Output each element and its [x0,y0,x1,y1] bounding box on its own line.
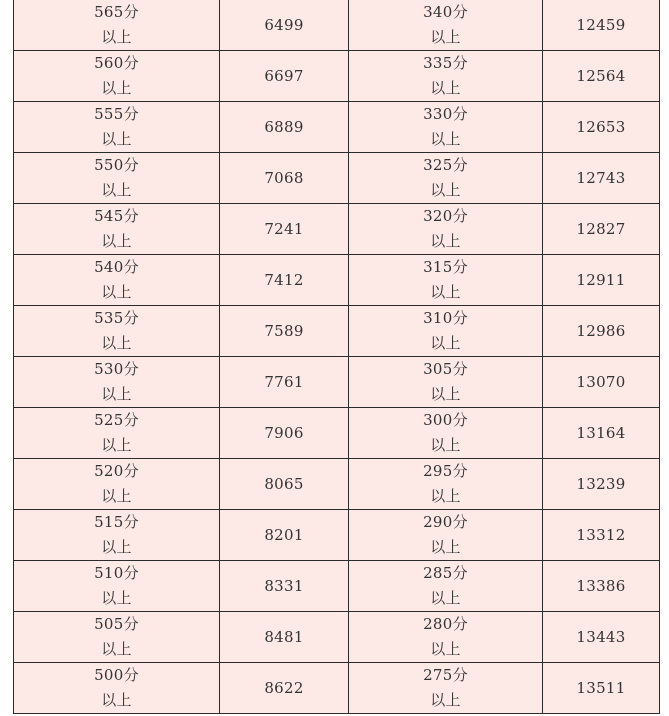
score-suffix: 以上 [101,232,132,250]
score-value: 280分 [423,615,468,633]
table-row [14,255,660,306]
table-row [14,102,660,153]
count-cell-left: 7241 [220,204,349,255]
score-cell-left [14,204,220,255]
count-cell-left: 7761 [220,357,349,408]
score-suffix: 以上 [430,589,461,607]
score-value: 510分 [94,564,139,582]
score-cell-right [349,255,543,306]
score-table-container [13,0,659,714]
score-value: 515分 [94,513,139,531]
count-cell-right: 13239 [543,459,660,510]
score-cell-left [14,51,220,102]
count-cell-left: 7906 [220,408,349,459]
score-value: 295分 [423,462,468,480]
table-row [14,408,660,459]
score-cell-left [14,663,220,714]
score-suffix: 以上 [101,130,132,148]
count-cell-right: 12564 [543,51,660,102]
score-suffix: 以上 [101,181,132,199]
score-suffix: 以上 [101,385,132,403]
table-row [14,306,660,357]
score-cell-right [349,459,543,510]
score-suffix: 以上 [101,334,132,352]
count-cell-left: 7068 [220,153,349,204]
score-cell-right [349,663,543,714]
score-cell-right [349,510,543,561]
count-cell-left: 8481 [220,612,349,663]
count-cell-right: 12986 [543,306,660,357]
score-cell-left [14,306,220,357]
table-row [14,153,660,204]
score-suffix: 以上 [101,436,132,454]
score-cell-left [14,561,220,612]
score-suffix: 以上 [101,691,132,709]
count-cell-right: 12911 [543,255,660,306]
count-cell-right: 12827 [543,204,660,255]
score-value: 285分 [423,564,468,582]
score-cell-left [14,153,220,204]
table-row [14,510,660,561]
count-cell-right: 12459 [543,0,660,51]
score-cell-right [349,612,543,663]
score-value: 335分 [423,54,468,72]
count-cell-left: 8065 [220,459,349,510]
count-cell-left: 7412 [220,255,349,306]
score-suffix: 以上 [101,589,132,607]
score-suffix: 以上 [430,79,461,97]
score-suffix: 以上 [101,79,132,97]
table-row [14,459,660,510]
count-cell-left: 7589 [220,306,349,357]
score-suffix: 以上 [430,181,461,199]
score-cell-right [349,306,543,357]
score-suffix: 以上 [430,640,461,658]
count-cell-left: 8201 [220,510,349,561]
score-value: 290分 [423,513,468,531]
score-cell-right [349,51,543,102]
score-suffix: 以上 [430,334,461,352]
score-value: 535分 [94,309,139,327]
score-cell-left [14,102,220,153]
score-cell-left [14,255,220,306]
score-cell-left [14,510,220,561]
score-suffix: 以上 [430,487,461,505]
score-value: 325分 [423,156,468,174]
table-row [14,51,660,102]
score-value: 315分 [423,258,468,276]
count-cell-right: 13164 [543,408,660,459]
score-cell-right [349,204,543,255]
table-row [14,357,660,408]
score-cell-right [349,0,543,51]
score-ranking-table [13,0,660,714]
count-cell-left: 8622 [220,663,349,714]
score-cell-left [14,459,220,510]
score-value: 305分 [423,360,468,378]
score-value: 560分 [94,54,139,72]
score-suffix: 以上 [101,640,132,658]
score-cell-left [14,612,220,663]
score-suffix: 以上 [430,232,461,250]
score-value: 300分 [423,411,468,429]
count-cell-left: 6889 [220,102,349,153]
score-value: 275分 [423,666,468,684]
score-cell-right [349,153,543,204]
table-row [14,612,660,663]
table-row [14,561,660,612]
table-row [14,0,660,51]
score-suffix: 以上 [430,691,461,709]
score-value: 505分 [94,615,139,633]
score-table-body [14,0,660,714]
score-cell-right [349,102,543,153]
score-cell-left [14,0,220,51]
count-cell-right: 13070 [543,357,660,408]
score-cell-left [14,357,220,408]
score-value: 540分 [94,258,139,276]
score-suffix: 以上 [101,28,132,46]
score-suffix: 以上 [430,436,461,454]
count-cell-left: 8331 [220,561,349,612]
count-cell-left: 6499 [220,0,349,51]
score-suffix: 以上 [430,283,461,301]
score-value: 310分 [423,309,468,327]
score-value: 330分 [423,105,468,123]
score-value: 550分 [94,156,139,174]
score-suffix: 以上 [430,28,461,46]
score-suffix: 以上 [101,283,132,301]
count-cell-right: 12743 [543,153,660,204]
score-value: 555分 [94,105,139,123]
score-value: 530分 [94,360,139,378]
score-value: 520分 [94,462,139,480]
score-cell-right [349,357,543,408]
count-cell-right: 13386 [543,561,660,612]
score-value: 525分 [94,411,139,429]
score-suffix: 以上 [101,538,132,556]
score-suffix: 以上 [430,130,461,148]
count-cell-right: 13312 [543,510,660,561]
score-suffix: 以上 [101,487,132,505]
count-cell-right: 13511 [543,663,660,714]
count-cell-left: 6697 [220,51,349,102]
score-value: 545分 [94,207,139,225]
count-cell-right: 12653 [543,102,660,153]
table-row [14,663,660,714]
count-cell-right: 13443 [543,612,660,663]
score-value: 500分 [94,666,139,684]
score-value: 320分 [423,207,468,225]
score-value: 340分 [423,3,468,21]
score-value: 565分 [94,3,139,21]
table-row [14,204,660,255]
score-cell-left [14,408,220,459]
score-cell-right [349,408,543,459]
score-cell-right [349,561,543,612]
score-suffix: 以上 [430,385,461,403]
score-suffix: 以上 [430,538,461,556]
